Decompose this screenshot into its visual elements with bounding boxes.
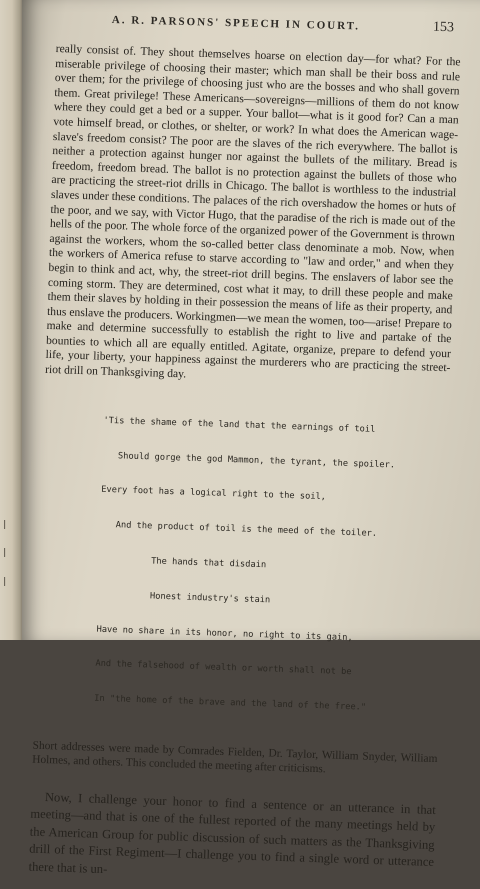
challenge-paragraph: Now, I challenge your honor to find a sentence or an utterance in that meeting—and that is one of the fullest reported of the many meetings held by the American Group for public discussion of such matters as the Thanksgiving drill of the First Regiment—I challenge you to find a single word or utterance there that is un- [28, 789, 436, 877]
poem-line: And the falsehood of wealth or worth shall not be [95, 658, 352, 678]
facing-page-edge: | | | [0, 0, 24, 640]
page-number: 153 [432, 19, 455, 36]
book-page [22, 0, 480, 877]
page-body [28, 42, 460, 889]
poem-line: The hands that disdain [98, 554, 267, 571]
short-addresses-paragraph: Short addresses were made by Comrades Fielden, Dr. Taylor, William Snyder, William Holmes, and others. This concluded the meeting after criticisms. [31, 739, 438, 776]
poem-line: Honest industry's stain [97, 589, 271, 606]
poem-line: And the product of toil is the meed of the toiler. [99, 519, 378, 540]
poem-block [93, 392, 449, 739]
poem-line: In "the home of the brave and the land of the free." [94, 693, 367, 713]
poem-line: Should gorge the god Mammon, the tyrant, the spoiler. [102, 450, 396, 471]
poem-line: Have no share in its honor, no right to its gain, [96, 624, 353, 643]
poem-line: Every foot has a logical right to the soil, [101, 485, 327, 503]
speech-paragraph: really consist of. They shout themselves hoarse on election day—for what? For the miserable privilege of choosing their master; which man shall be their boss and rule over them; for the privilege of choosing just who are the bosses and who shall govern them. Great privilege! These Americans—sovereigns—millions of them do not know where they could get a bed or a supper. Your ballot—what is it good for? Can a man vote himself bread, or clothes, or shelter, or work? In what does the American wage-slave's freedom consist? The poor are the slaves of the rich everywhere. The ballot is neither a protection against hunger nor against the bullets of the military. Bread is freedom, freedom bread. The ballot is no protection against the bullets of those who are practicing the street-riot drills in Chicago. The ballot is worthless to the industrial slaves under these conditions. The palaces of the rich overshadow the homes or huts of the poor, and we say, with Victor Hugo, that the paradise of the rich is made out of the hells of the poor. The whole force of the organized power of the Government is thrown against the workers, whom the so-called better class denominate a mob. Now, when the workers of America refuse to starve according to "law and order," and when they begin to think and act, why, the street-riot drill begins. The enslavers of labor see the coming storm. They are determined, cost what it may, to drill these people and make them their slaves by holding in their possession the means of life as their property, and thus enslave the producers. Workingmen—we mean the women, too—arise! Prepare to make and determine successfully to establish the right to live and partake of the bounties to which all are equally entitled. Agitate, organize, prepare to defend your life, your liberty, your happiness against the murderers who are practicing the street-riot drill on Thanksgiving day. [44, 42, 461, 381]
running-head: A. R. PARSONS' SPEECH IN COURT. [111, 14, 361, 33]
poem-line: 'Tis the shame of the land that the earnings of toil [103, 415, 376, 435]
page-header [22, 6, 480, 34]
